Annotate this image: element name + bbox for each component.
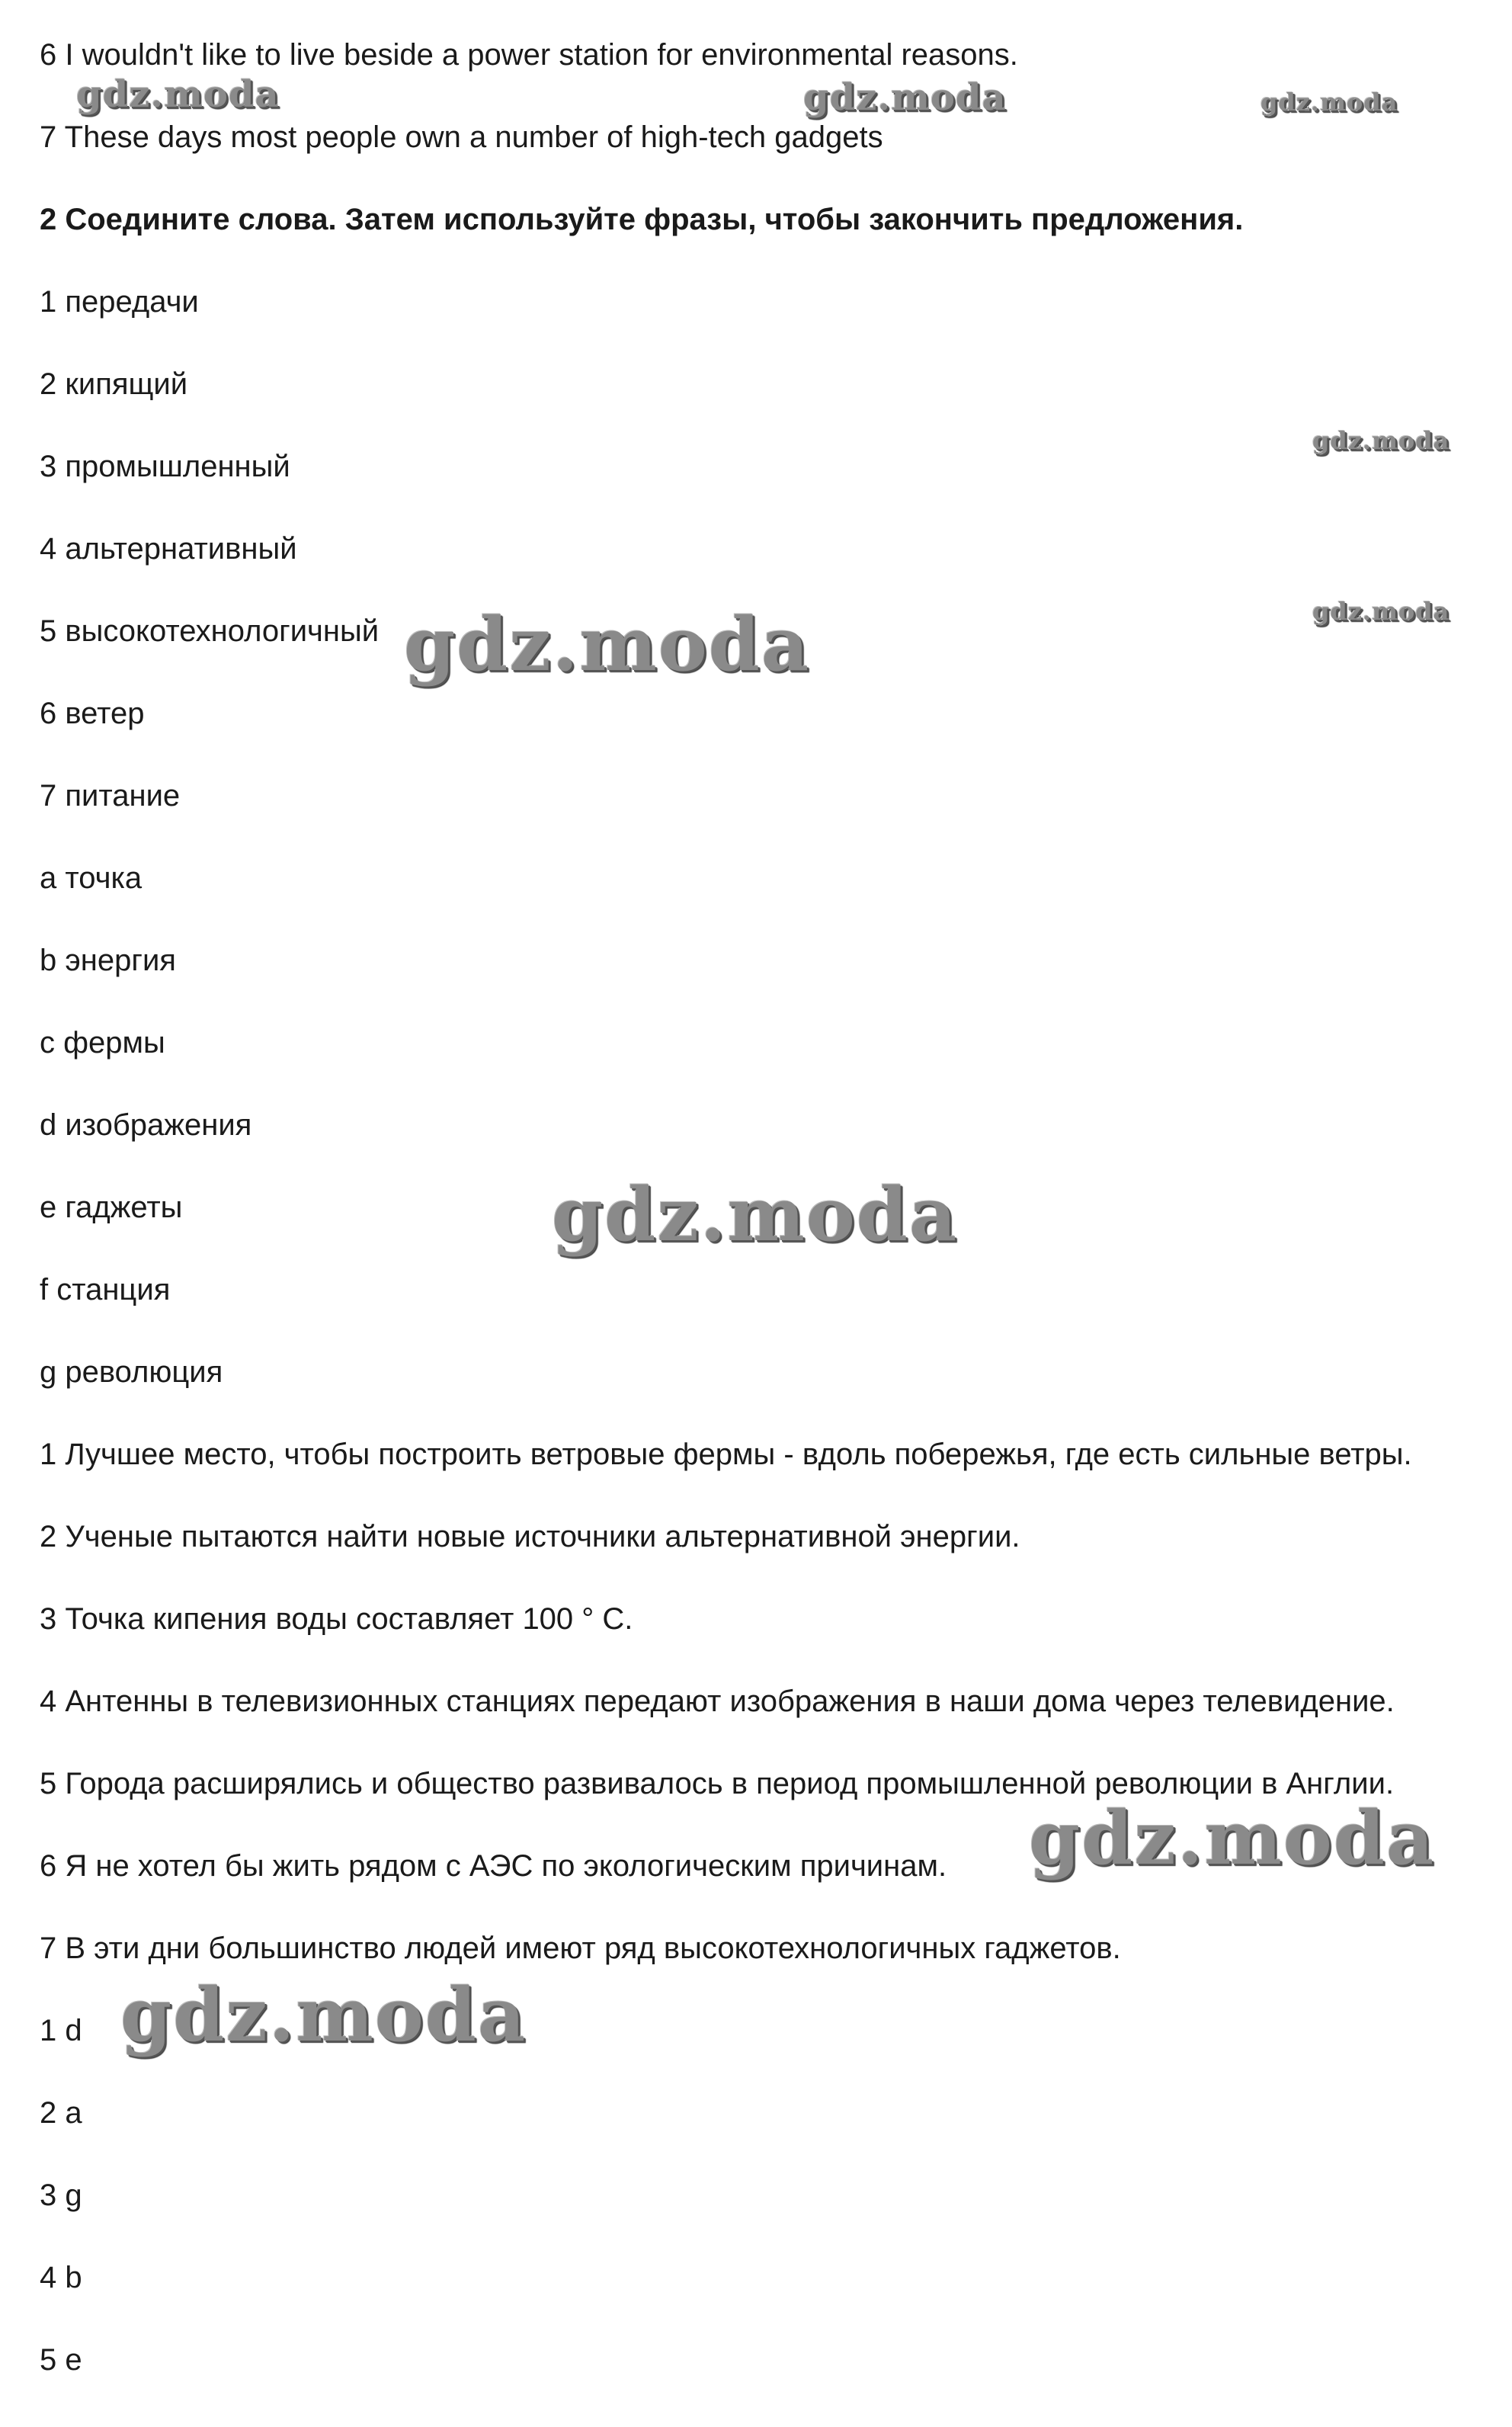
word-lettered-d: d изображения [40,1108,252,1142]
answer-2: 2 a [40,2096,82,2130]
watermark-logo: gdz.moda [76,73,280,116]
word-numbered-1: 1 передачи [40,285,199,319]
watermark-logo: gdz.moda [404,601,811,688]
word-numbered-3: 3 промышленный [40,450,290,483]
answer-5: 5 e [40,2343,82,2377]
watermark-logo: gdz.moda [1029,1795,1436,1881]
sentence-1: 1 Лучшее место, чтобы построить ветровые фермы - вдоль побережья, где есть сильные ветры. [40,1438,1412,1471]
answer-3: 3 g [40,2179,82,2212]
answer-1: 1 d [40,2014,82,2047]
watermark-logo: gdz.moda [1312,597,1450,626]
word-numbered-7: 7 питание [40,779,181,813]
word-lettered-g: g революция [40,1355,223,1389]
word-lettered-b: b энергия [40,944,176,977]
sentence-2: 2 Ученые пытаются найти новые источники альтернативной энергии. [40,1520,1020,1553]
watermark-logo: gdz.moda [803,76,1007,119]
word-lettered-a: a точка [40,861,143,895]
word-lettered-e: e гаджеты [40,1191,183,1224]
watermark-logo: gdz.moda [1261,88,1398,117]
word-numbered-6: 6 ветер [40,697,145,730]
watermark-logo: gdz.moda [1312,426,1450,455]
sentence-5: 5 Города расширялись и общество развивалось в период промышленной революции в Англии. [40,1767,1395,1800]
word-numbered-2: 2 кипящий [40,367,188,401]
sentence-4: 4 Антенны в телевизионных станциях передают изображения в наши дома через телевидение. [40,1685,1395,1718]
word-numbered-4: 4 альтернативный [40,532,297,566]
sentence-7: 7 В эти дни большинство людей имеют ряд высокотехнологичных гаджетов. [40,1932,1121,1965]
word-numbered-5: 5 высокотехнологичный [40,614,380,648]
sentence-6: 6 Я не хотел бы жить рядом с АЭС по экологическим причинам. [40,1849,947,1883]
task1-line-6: 6 I wouldn't like to live beside a power station for environmental reasons. [40,38,1018,72]
word-lettered-c: c фермы [40,1026,165,1060]
word-lettered-f: f станция [40,1273,171,1306]
watermark-logo: gdz.moda [120,1972,527,2058]
answer-4: 4 b [40,2261,82,2294]
task1-line-7: 7 These days most people own a number of high-tech gadgets [40,120,883,154]
task2-heading: 2 Соедините слова. Затем используйте фразы, чтобы закончить предложения. [40,203,1244,236]
watermark-logo: gdz.moda [552,1172,959,1258]
sentence-3: 3 Точка кипения воды составляет 100 ° C. [40,1602,633,1636]
